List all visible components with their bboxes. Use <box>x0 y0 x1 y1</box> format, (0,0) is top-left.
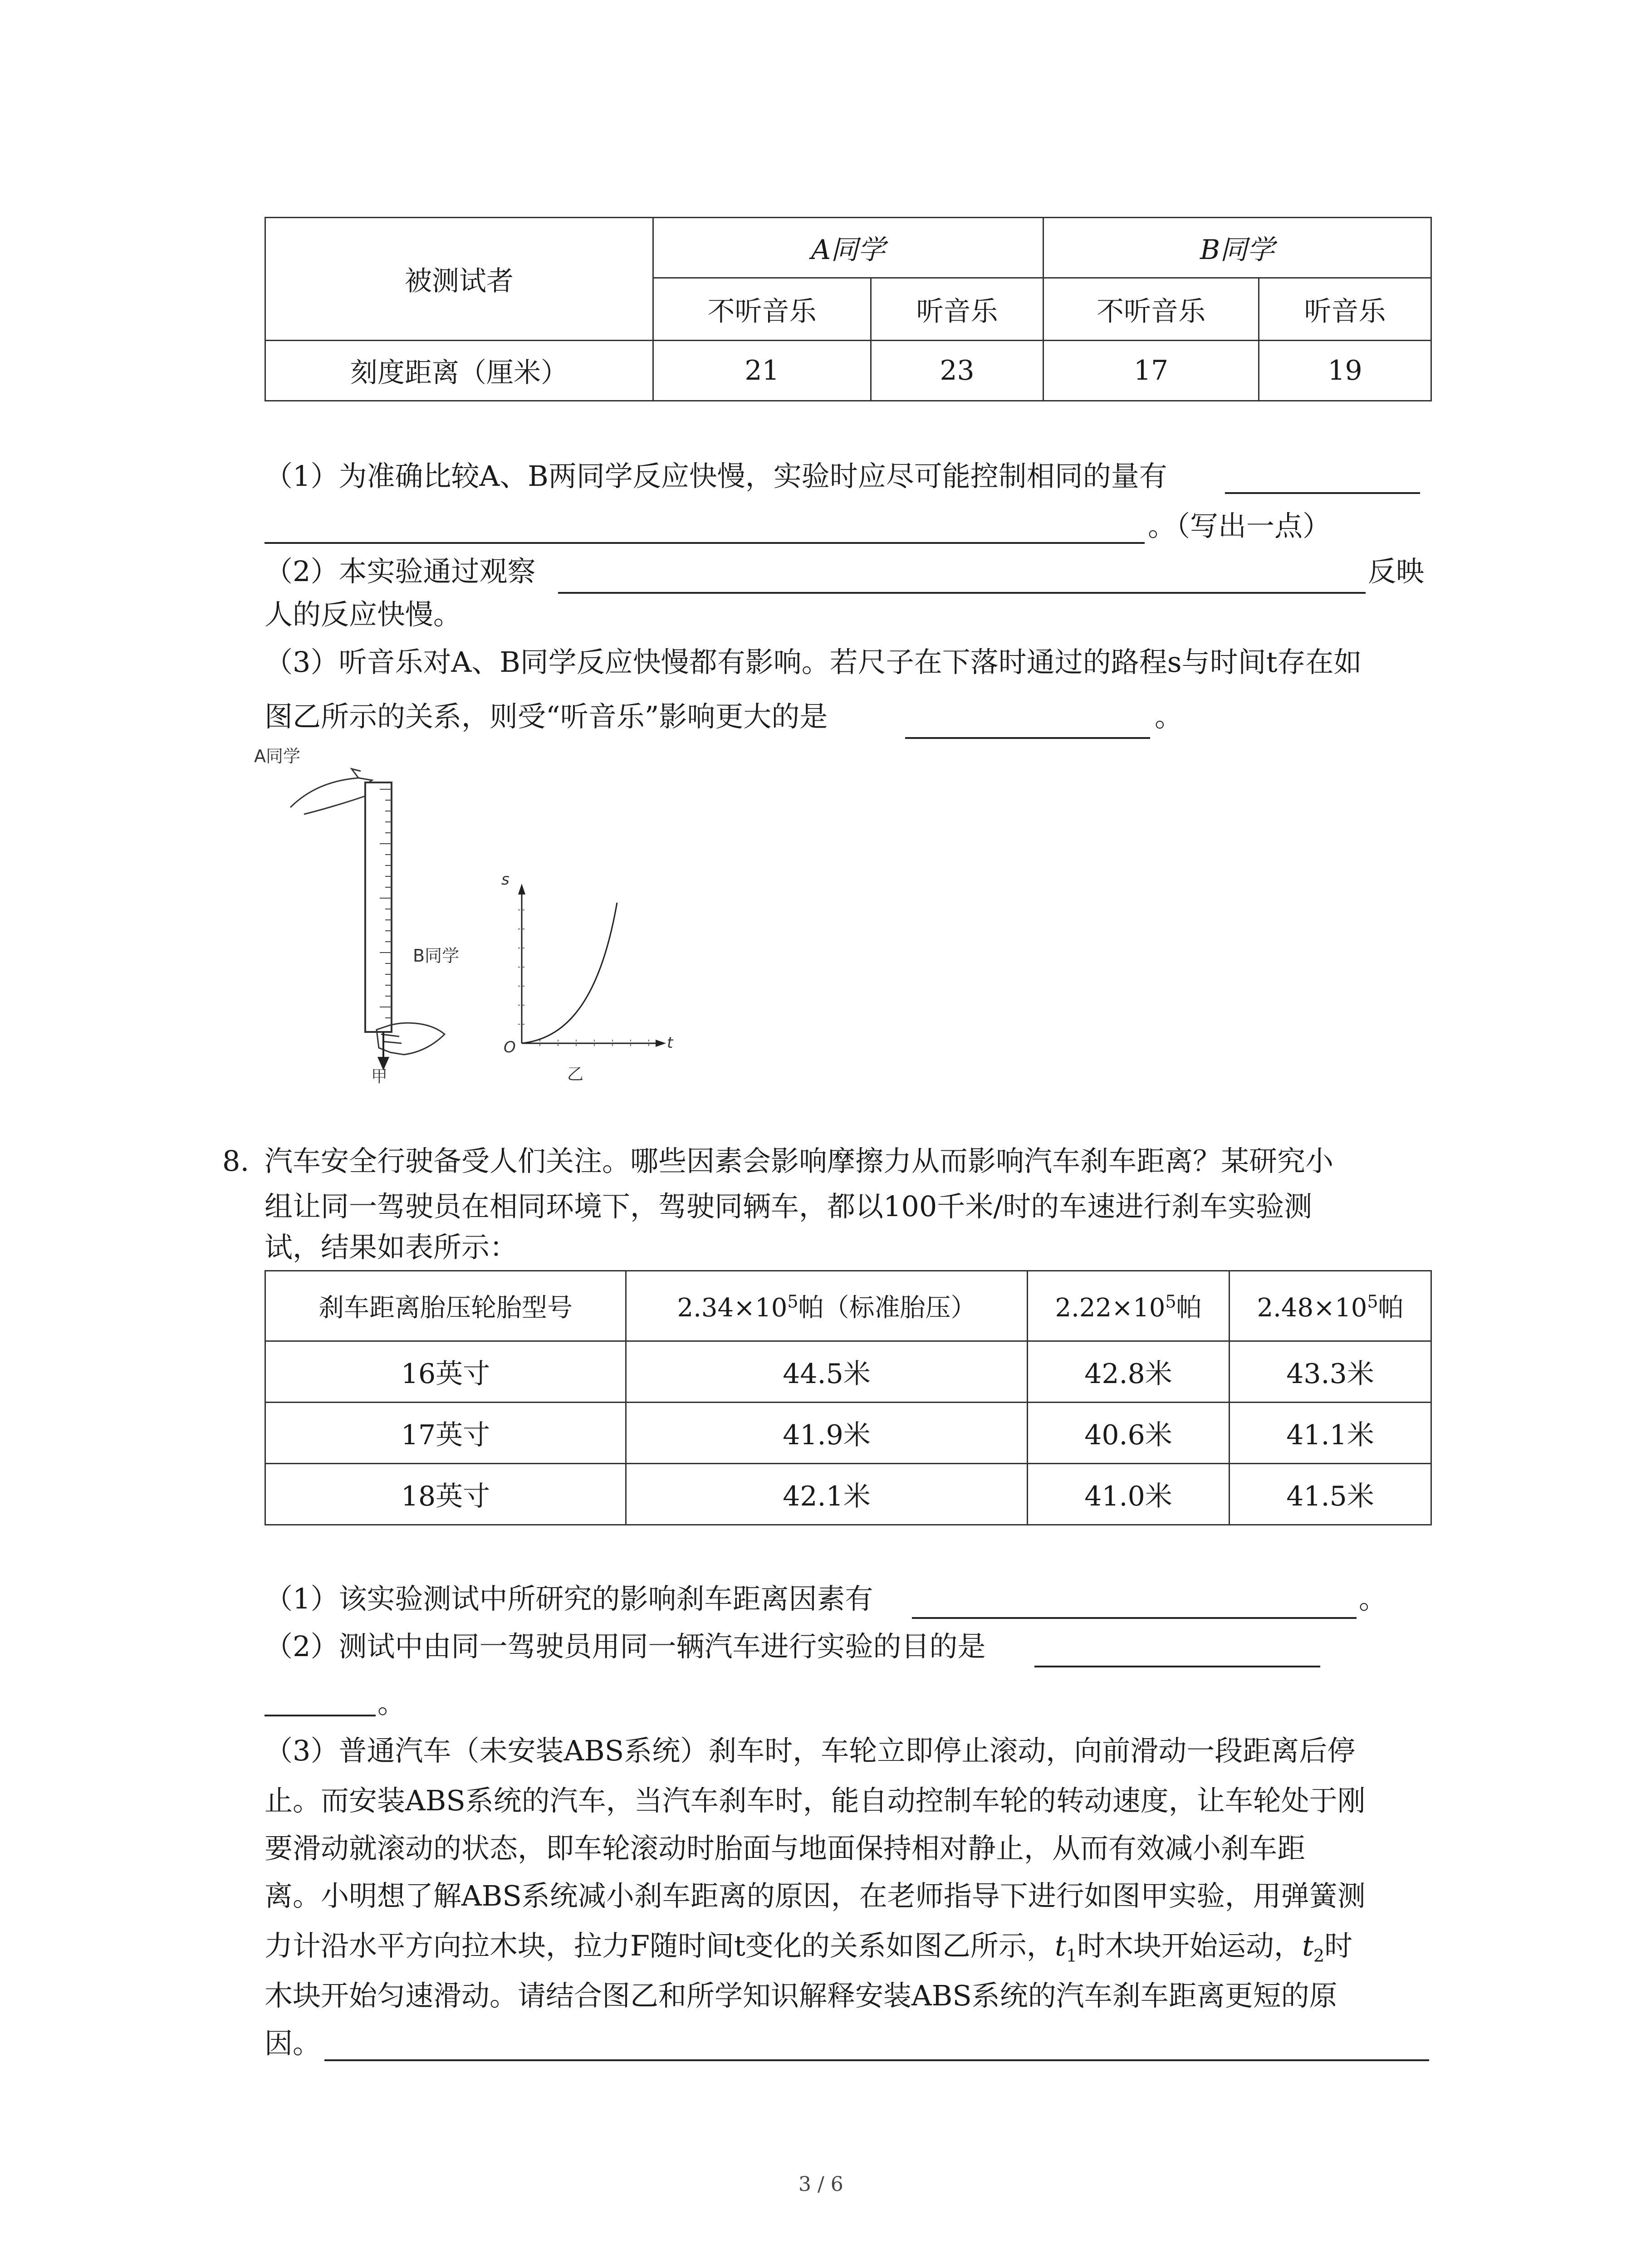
q7-part2-line2: 人的反应快慢。 <box>265 598 462 631</box>
axis-label-s: s <box>501 870 509 889</box>
q8-part2: （2）测试中由同一驾驶员用同一辆汽车进行实验的目的是 <box>265 1630 986 1663</box>
origin-label: O <box>504 1038 516 1056</box>
header-music-b: 听音乐 <box>1259 278 1431 341</box>
page-number: 3 / 6 <box>798 2173 843 2196</box>
q8-part3-line3: 要滑动就滚动的状态，即车轮滚动时胎面与地面保持相对静止，从而有效减小刹车距 <box>265 1832 1306 1865</box>
distance-cell: 41.0米 <box>1028 1464 1230 1525</box>
q8-part3-line7: 因。 <box>265 2027 321 2060</box>
q7-part1-blank-a[interactable] <box>1225 492 1420 494</box>
q8-part3-line1: （3）普通汽车（未安装ABS系统）刹车时，车轮立即停止滚动，向前滑动一段距离后停 <box>265 1734 1356 1767</box>
distance-cell: 44.5米 <box>626 1341 1028 1403</box>
q8-intro-line3: 试，结果如表所示： <box>265 1231 518 1264</box>
s-t-curve <box>522 903 617 1043</box>
q8-part3-line5: 力计沿水平方向拉木块，拉力F随时间t变化的关系如图乙所示，$t_1$时木块开始运动，$t_2$时 <box>265 1929 1353 1966</box>
header-no-music-a: 不听音乐 <box>653 278 871 341</box>
label-student-b: B同学 <box>413 946 460 966</box>
reaction-test-table <box>265 217 1432 401</box>
tire-size-cell: 16英寸 <box>265 1341 626 1403</box>
value-a-no-music: 21 <box>653 341 871 401</box>
header-group-a: A同学 <box>653 218 1043 278</box>
q7-part1-line1: （1）为准确比较A、B两同学反应快慢，实验时应尽可能控制相同的量有 <box>265 459 1167 493</box>
distance-cell: 41.5米 <box>1230 1464 1431 1525</box>
q8-part1-tail: 。 <box>1359 1582 1387 1615</box>
q8-part3-line4: 离。小明想了解ABS系统减小刹车距离的原因，在老师指导下进行如图甲实验，用弹簧测 <box>265 1879 1366 1912</box>
q7-part3-line2: 图乙所示的关系，则受“听音乐”影响更大的是 <box>265 700 828 733</box>
table-row <box>265 1464 1431 1525</box>
row-label-distance: 刻度距离（厘米） <box>265 341 653 401</box>
tire-size-cell: 17英寸 <box>265 1403 626 1464</box>
header-music-a: 听音乐 <box>871 278 1043 341</box>
distance-cell: 41.9米 <box>626 1403 1028 1464</box>
header-subject: 被测试者 <box>265 218 653 341</box>
q7-part2-end: 反映 <box>1368 555 1425 588</box>
q8-intro-line1: 汽车安全行驶备受人们关注。哪些因素会影响摩擦力从而影响汽车刹车距离？某研究小 <box>265 1144 1334 1178</box>
q8-part3-line2: 止。而安装ABS系统的汽车，当汽车刹车时，能自动控制车轮的转动速度，让车轮处于刚 <box>265 1784 1366 1817</box>
q8-part1: （1）该实验测试中所研究的影响刹车距离因素有 <box>265 1582 873 1615</box>
q8-number: 8. <box>222 1144 250 1178</box>
label-figure-yi: 乙 <box>567 1065 584 1084</box>
q8-intro-line2: 组让同一驾驶员在相同环境下，驾驶同辆车，都以100千米/时的车速进行刹车实验测 <box>265 1190 1313 1223</box>
tire-size-cell: 18英寸 <box>265 1464 626 1525</box>
distance-cell: 42.8米 <box>1028 1341 1230 1403</box>
label-student-a: A同学 <box>254 746 300 766</box>
q8-part3-blank[interactable] <box>324 2059 1429 2061</box>
distance-cell: 40.6米 <box>1028 1403 1230 1464</box>
q7-part2-blank[interactable] <box>558 592 1366 594</box>
header-pressure-low: $2.22\times 10^5$帕 <box>1028 1271 1230 1341</box>
q7-part3-tail: 。 <box>1155 700 1183 733</box>
q8-part3-line6: 木块开始匀速滑动。请结合图乙和所学知识解释安装ABS系统的汽车刹车距离更短的原 <box>265 1979 1337 2012</box>
q7-part1-blank-b[interactable] <box>265 542 1145 544</box>
distance-cell: 41.1米 <box>1230 1403 1431 1464</box>
ruler-icon <box>365 782 392 1032</box>
distance-cell: 43.3米 <box>1230 1341 1431 1403</box>
value-b-no-music: 17 <box>1043 341 1259 401</box>
q7-part3-blank[interactable] <box>905 737 1150 739</box>
table-row <box>265 1341 1431 1403</box>
label-figure-jia: 甲 <box>371 1067 388 1086</box>
q8-part2-blank-b[interactable] <box>265 1715 376 1716</box>
q8-part2-blank-a[interactable] <box>1034 1666 1320 1667</box>
s-t-graph <box>501 870 674 1084</box>
q8-part2-tail: 。 <box>377 1686 406 1720</box>
q7-part1-tail: 。（写出一点） <box>1148 509 1331 543</box>
axis-label-t: t <box>667 1034 673 1052</box>
header-pressure-standard: $2.34\times 10^5$帕（标准胎压） <box>626 1271 1028 1341</box>
q8-part1-blank[interactable] <box>912 1617 1357 1619</box>
fall-arrow-icon <box>379 1032 388 1068</box>
q7-part3-line1: （3）听音乐对A、B同学反应快慢都有影响。若尺子在下落时通过的路程s与时间t存在如 <box>265 645 1362 679</box>
header-no-music-b: 不听音乐 <box>1043 278 1259 341</box>
value-b-music: 19 <box>1259 341 1431 401</box>
value-a-music: 23 <box>871 341 1043 401</box>
braking-distance-table <box>265 1270 1432 1525</box>
ruler-and-graph-figure <box>254 735 708 1093</box>
header-group-b: B同学 <box>1043 218 1431 278</box>
q7-part2-start: （2）本实验通过观察 <box>265 555 536 588</box>
distance-cell: 42.1米 <box>626 1464 1028 1525</box>
header-pressure-high: $2.48\times 10^5$帕 <box>1230 1271 1431 1341</box>
header-label: 刹车距离胎压轮胎型号 <box>265 1271 626 1341</box>
table-row <box>265 1403 1431 1464</box>
